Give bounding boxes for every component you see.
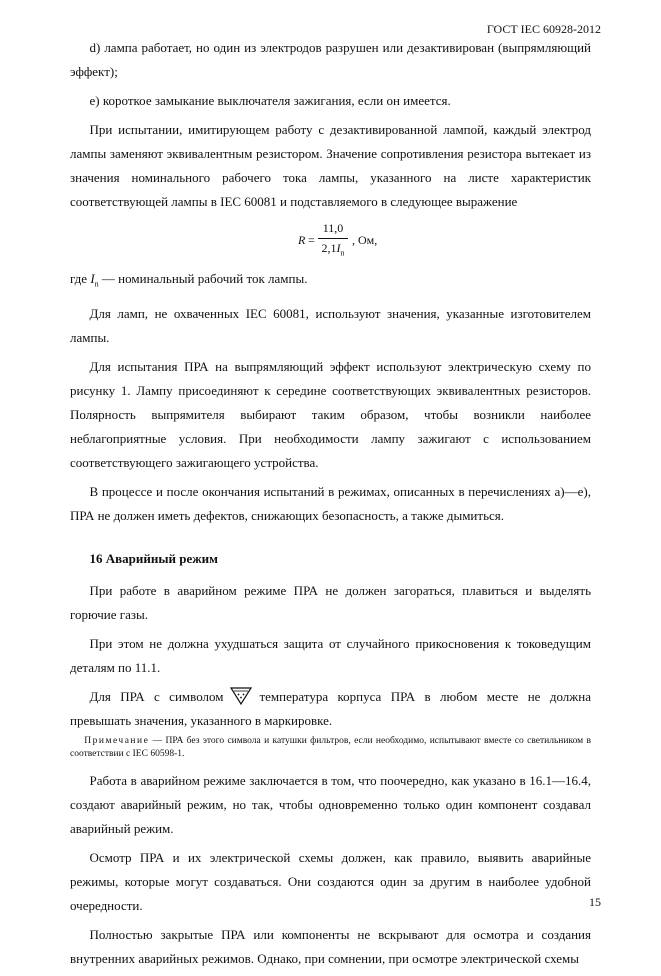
where-sub: n (94, 279, 99, 289)
paragraph-after-tests: В процессе и после окончания испытаний в режимах, описанных в перечислениях а)—е), ПРА не должен иметь дефектов, снижающих безопасность, а также дымиться. (70, 483, 591, 523)
section-16-p4: Работа в аварийном режиме заключается в том, что поочередно, как указано в 16.1—16.4, создают аварийный режим, но так, чтобы одновременно только один компонент создавал аварийный режим. (70, 772, 591, 836)
page-number: 15 (589, 895, 601, 909)
item-d: d) лампа работает, но один из электродов разрушен или дезактивирован (выпрямляющий эффект); (70, 40, 591, 79)
formula-fraction (318, 221, 348, 257)
where-text: — номинальный рабочий ток лампы. (98, 271, 308, 286)
document-code-header: ГОСТ IEC 60928-2012 (486, 22, 601, 36)
formula-unit: , Ом, (352, 233, 378, 247)
section-16-p6: Полностью закрытые ПРА или компоненты не вскрывают для осмотра и создания внутренних аварийных режимов. Однако, при сомнении, при осмотре электрической схемы (70, 926, 591, 966)
formula-equals: = (308, 233, 315, 247)
paragraph-not-covered: Для ламп, не охваченных IEC 60081, используют значения, указанные изготовителем лампы. (70, 305, 591, 345)
item-e: е) короткое замыкание выключателя зажигания, если он имеется. (89, 93, 451, 108)
note-text: — ПРА без этого символа и катушки фильтров, если необходимо, испытывают вместе со светильником в соответствии с IEC 60598-1. (70, 735, 591, 759)
section-16-p5: Осмотр ПРА и их электрической схемы должен, как правило, выявить аварийные режимы, которые могут создаваться. Они создаются один за другим в наиболее удобной очередности. (70, 849, 591, 913)
formula-denominator (318, 241, 348, 257)
formula-lhs: R (298, 233, 306, 247)
note-label: Примечание (84, 735, 150, 746)
formula-numerator: 11,0 (322, 221, 344, 235)
den-coef: 2,1 (321, 241, 337, 255)
den-var: I (336, 241, 341, 255)
spacer (70, 571, 591, 579)
note (70, 735, 591, 761)
page-body (70, 36, 591, 976)
p3-after: температура корпуса ПРА в любом месте не должна превышать значения, указанного в маркировке. (70, 688, 591, 728)
where-prefix: где (70, 271, 91, 286)
resistance-formula (70, 219, 591, 263)
paragraph-rectifier: Для испытания ПРА на выпрямляющий эффект используют электрическую схему по рисунку 1. Лампу присоединяют к середине соответствующих эквивалентных резисторов. Полярность выпрямителя выбирают таким образом, чтобы возникли наиболее неблагоприятные условия. При необходимости лампу зажигают с использованием соответствующего зажигающего устройства. (70, 358, 591, 470)
triangle-dots-symbol-icon (229, 686, 253, 706)
spacer (70, 533, 591, 547)
where-var: I (90, 271, 95, 286)
section-16-p1: При работе в аварийном режиме ПРА не должен загораться, плавиться и выделять горючие газы. (70, 582, 591, 622)
section-16-p3 (70, 685, 591, 733)
section-16-title: 16 Аварийный режим (89, 550, 219, 566)
section-16-p2: При этом не должна ухудшаться защита от случайного прикосновения к токоведущим деталям по 11.1. (70, 635, 591, 675)
paragraph-where (70, 267, 591, 297)
paragraph-resistor: При испытании, имитирующем работу с дезактивированной лампой, каждый электрод лампы заменяют эквивалентным резистором. Значение сопротивления резистора вытекает из значения номинального рабочего тока лампы, указанного на листе характеристик соответствующей лампы в IEC 60081 и подставляемого в следующее выражение (70, 122, 591, 209)
p3-before: Для ПРА с символом (89, 688, 224, 704)
den-sub: n (340, 248, 345, 258)
fraction-bar (318, 238, 348, 239)
